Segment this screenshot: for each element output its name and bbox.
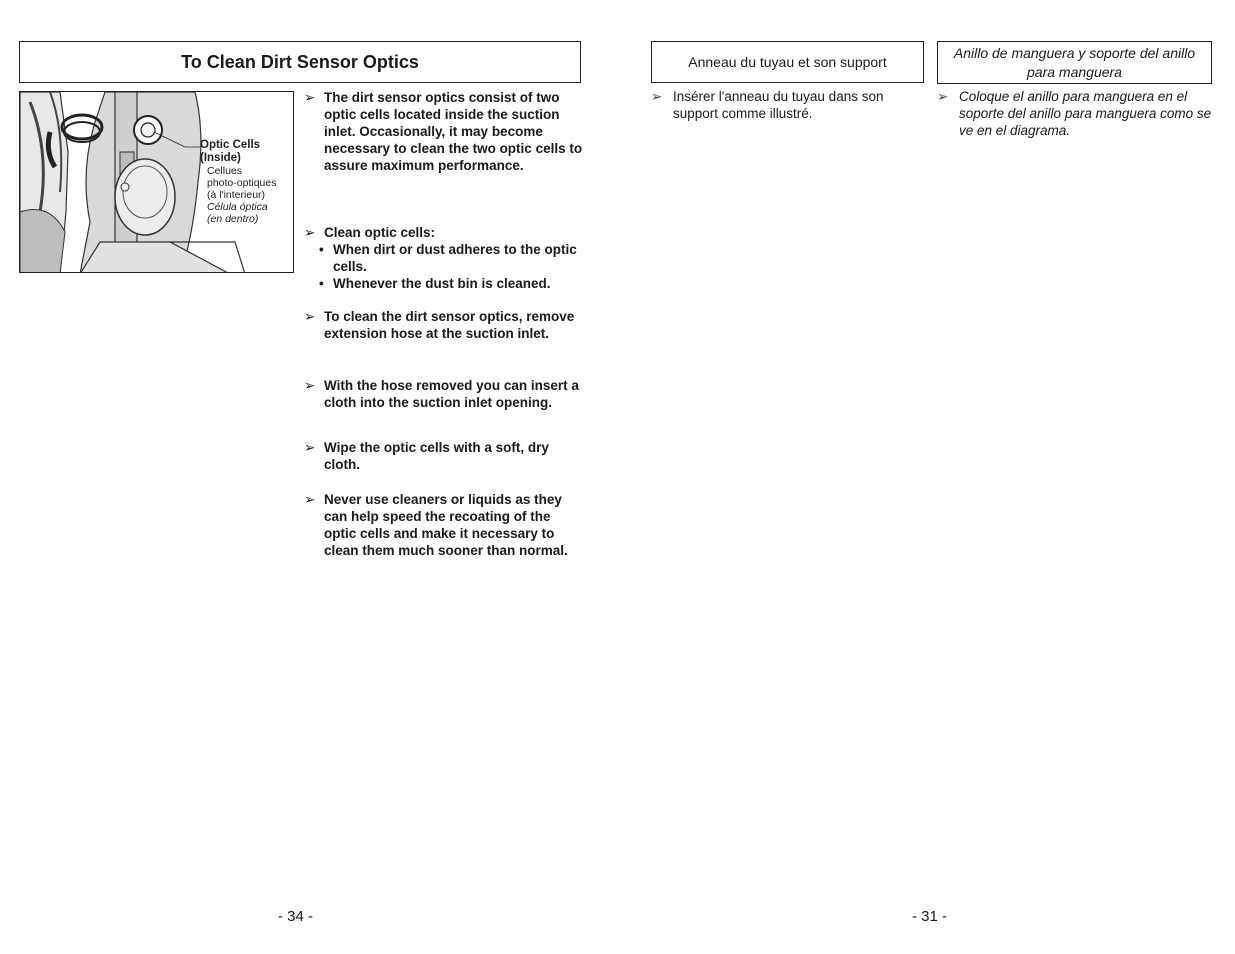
arrow-icon: ➢ (304, 309, 316, 324)
sub-list-item (304, 241, 584, 275)
french-section-title (651, 41, 924, 83)
callout-fr-line3: (à l'interieur) (207, 189, 266, 201)
instruction-text-group (324, 224, 584, 241)
section-title-text: To Clean Dirt Sensor Optics (181, 51, 419, 72)
instruction-item (304, 308, 584, 342)
french-instruction-text: Insérer l'anneau du tuyau dans son support comme illustré. (673, 89, 884, 121)
sub-list-text: When dirt or dust adheres to the optic cells. (333, 242, 577, 274)
instruction-item (304, 491, 584, 559)
instruction-text: Clean optic cells: (324, 225, 436, 240)
sub-list-text: Whenever the dust bin is cleaned. (333, 276, 551, 291)
french-title-text: Anneau du tuyau et son support (688, 54, 887, 70)
arrow-icon: ➢ (304, 378, 316, 393)
instruction-item (304, 439, 584, 473)
arrow-icon: ➢ (937, 89, 949, 104)
spanish-title-text: Anillo de manguera y soporte del anillo para manguera (953, 44, 1196, 80)
bullet-dot-icon: • (319, 276, 324, 291)
arrow-icon: ➢ (304, 492, 316, 507)
instruction-item (304, 89, 584, 174)
arrow-icon: ➢ (304, 225, 316, 240)
spanish-instruction-text: Coloque el anillo para manguera en el soporte del anillo para manguera como se ve en el diagrama. (959, 89, 1212, 138)
section-title (19, 41, 581, 83)
callout-fr-line2: photo-optiques (207, 177, 277, 189)
arrow-icon: ➢ (651, 89, 663, 104)
bullet-dot-icon: • (319, 242, 324, 257)
arrow-icon: ➢ (304, 440, 316, 455)
callout-es-line2: (en dentro) (207, 213, 259, 225)
sub-list-item (304, 275, 584, 292)
instruction-text: To clean the dirt sensor optics, remove extension hose at the suction inlet. (324, 309, 575, 341)
instruction-text: With the hose removed you can insert a cloth into the suction inlet opening. (324, 378, 579, 410)
instruction-text: The dirt sensor optics consist of two optic cells located inside the suction inlet. Occasionally, it may become necessary to clean the two optic cells to assure maximum performance. (324, 90, 583, 173)
callout-fr-line1: Cellues (207, 165, 243, 177)
callout-en-line2: (Inside) (200, 152, 241, 164)
instruction-item (304, 224, 584, 241)
callout-en-line1: Optic Cells (200, 139, 261, 151)
spanish-instruction-item (937, 88, 1212, 139)
sub-list (304, 241, 584, 292)
vacuum-illustration (19, 91, 294, 273)
spanish-section-title (937, 41, 1212, 84)
instruction-item (304, 377, 584, 411)
french-instruction-item (651, 88, 926, 122)
optic-cells-callout (200, 139, 276, 225)
callout-es-line1: Célula óptica (207, 201, 268, 213)
arrow-icon: ➢ (304, 90, 316, 105)
instruction-text: Wipe the optic cells with a soft, dry cloth. (324, 440, 549, 472)
page-number-left: - 34 - (278, 908, 314, 925)
instruction-text: Never use cleaners or liquids as they can help speed the recoating of the optic cells and make it necessary to clean them much sooner than normal. (324, 492, 568, 558)
page-number-right: - 31 - (912, 908, 948, 925)
